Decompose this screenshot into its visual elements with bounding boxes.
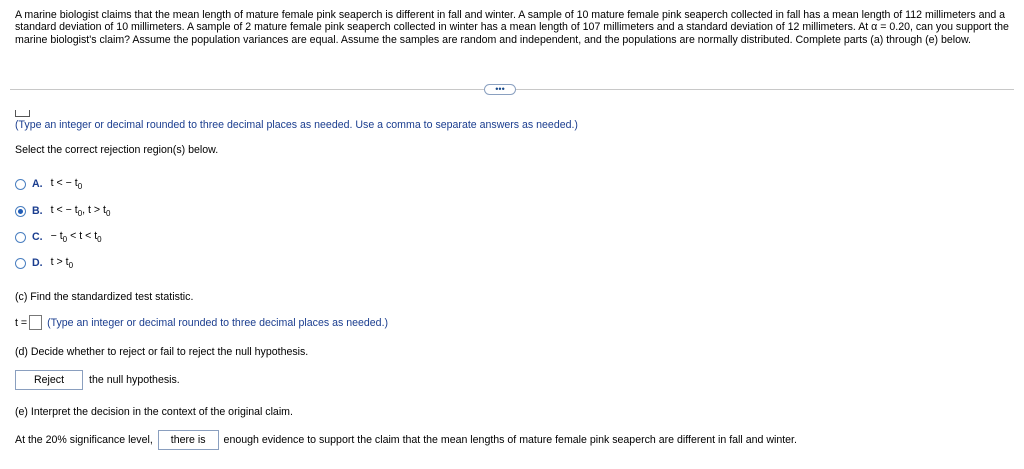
expand-more-button[interactable]: [484, 84, 516, 95]
option-a-letter: A.: [32, 178, 43, 190]
radio-d[interactable]: [15, 258, 26, 269]
part-d-title: (d) Decide whether to reject or fail to reject the null hypothesis.: [15, 346, 309, 358]
option-b[interactable]: [15, 204, 110, 218]
evidence-dropdown[interactable]: there is: [158, 430, 219, 450]
t-label: t =: [15, 316, 28, 329]
radio-a[interactable]: [15, 179, 26, 190]
radio-c[interactable]: [15, 232, 26, 243]
t-statistic-row: [15, 315, 388, 330]
radio-b-selected[interactable]: [15, 206, 26, 217]
option-b-expression: t < − $t_0$, $t > t_0$: [50, 204, 111, 218]
answer-input-box[interactable]: [15, 110, 30, 117]
option-d-expression: $t > t_0$: [50, 256, 74, 270]
part-c-title: (c) Find the standardized test statistic.: [15, 291, 194, 303]
rejection-region-prompt: Select the correct rejection region(s) below.: [15, 144, 219, 156]
interpretation-suffix: enough evidence to support the claim that the mean lengths of mature female pink seaperch are different in fall and winter.: [223, 434, 797, 446]
critical-values-hint: (Type an integer or decimal rounded to three decimal places as needed. Use a comma to separate answers as needed.): [15, 119, 578, 131]
option-d[interactable]: [15, 256, 73, 270]
option-b-letter: B.: [32, 205, 43, 217]
option-d-letter: D.: [32, 257, 43, 269]
decision-row: [15, 370, 180, 390]
part-e-title: (e) Interpret the decision in the context of the original claim.: [15, 406, 293, 418]
option-a-expression: t < − $t_0$: [50, 177, 83, 191]
t-statistic-hint: (Type an integer or decimal rounded to three decimal places as needed.): [47, 316, 389, 329]
option-c[interactable]: [15, 230, 102, 244]
option-c-letter: C.: [32, 231, 43, 243]
ellipsis-icon: •••: [495, 84, 505, 94]
option-a[interactable]: [15, 177, 82, 191]
interpretation-row: [15, 430, 797, 450]
t-statistic-input[interactable]: [29, 315, 42, 330]
decision-suffix: the null hypothesis.: [89, 374, 180, 386]
option-c-expression: − $t_0 < t < t_0$: [50, 230, 102, 244]
decision-dropdown[interactable]: Reject: [15, 370, 83, 390]
interpretation-prefix: At the 20% significance level,: [15, 434, 153, 446]
problem-statement: A marine biologist claims that the mean length of mature female pink seaperch is different in fall and winter. A sample of 10 mature female pink seaperch collected in fall has a mean length of 112 millimeters and a standard deviation of 10 millimeters. A sample of 2 mature female pink seaperch collected in winter has a mean length of 107 millimeters and a standard deviation of 12 millimeters. At α = 0.20, can you support the marine biologist's claim? Assume the population variances are equal. Assume the samples are random and independent, and the populations are normally distributed. Complete parts (a) through (e) below.: [15, 9, 1009, 46]
